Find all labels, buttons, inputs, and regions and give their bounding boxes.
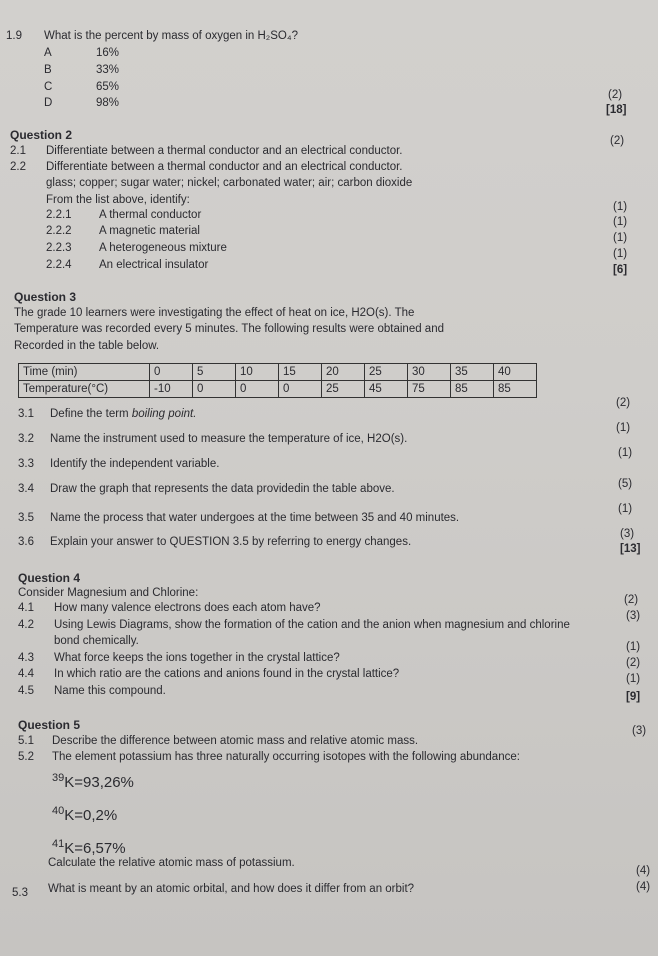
section-total: [9] [626, 691, 641, 703]
isotope-mass: 39 [52, 772, 65, 784]
item-number: 3.2 [18, 433, 34, 445]
item-text: Identify the independent variable. [50, 458, 220, 470]
item-text: In which ratio are the cations and anions found in the crystal lattice? [54, 668, 400, 680]
mark: (1) [618, 447, 633, 459]
item-number: 4.2 [18, 619, 34, 631]
item-number: 3.5 [18, 512, 34, 524]
item-text: Name the process that water undergoes at the time between 35 and 40 minutes. [50, 512, 460, 524]
intro-line: Recorded in the table below. [14, 340, 160, 352]
item-number: 4.4 [18, 668, 34, 680]
question-5-title: Question 5 [18, 718, 81, 732]
section-total: [18] [606, 104, 627, 116]
table-row [19, 381, 537, 398]
isotope-abundance: K=6,57% [64, 840, 126, 857]
mark: (2) [626, 657, 641, 669]
isotope-line [52, 772, 134, 791]
item-number: 4.3 [18, 652, 34, 664]
option-value: 33% [96, 64, 120, 76]
item-number: 5.3 [12, 887, 28, 899]
mark: (1) [616, 422, 631, 434]
item-text: Explain your answer to QUESTION 3.5 by referring to energy changes. [50, 536, 412, 548]
table-cell: 85 [451, 381, 494, 398]
subitem-number: 2.2.1 [46, 209, 72, 221]
item-text: Draw the graph that represents the data providedin the table above. [50, 483, 395, 495]
mark: (1) [613, 201, 628, 213]
mark: (4) [636, 881, 651, 893]
subitem-text: An electrical insulator [99, 259, 209, 271]
question-2-title: Question 2 [10, 128, 73, 142]
table-cell: 25 [322, 381, 365, 398]
option-value: 98% [96, 97, 120, 109]
mark: (2) [624, 594, 639, 606]
subitem-number: 2.2.3 [46, 242, 72, 254]
item-text: Name the instrument used to measure the temperature of ice, H2O(s). [50, 433, 408, 445]
q1-9-number: 1.9 [6, 30, 22, 42]
table-cell: 0 [193, 381, 236, 398]
isotope-line [52, 805, 117, 824]
instruction: From the list above, identify: [46, 194, 190, 206]
intro-line: The grade 10 learners were investigating the effect of heat on ice, H2O(s). The [14, 307, 415, 319]
table-cell: 40 [494, 364, 537, 381]
table-cell: 85 [494, 381, 537, 398]
isotope-abundance: K=93,26% [64, 774, 134, 791]
item-text [50, 407, 196, 421]
item-number: 3.3 [18, 458, 34, 470]
mark: (2) [610, 135, 625, 147]
option-letter: A [44, 47, 52, 59]
question-3-title: Question 3 [14, 290, 77, 304]
option-letter: B [44, 64, 52, 76]
item-text: Differentiate between a thermal conductor and an electrical conductor. [46, 145, 403, 157]
mark: (1) [613, 232, 628, 244]
item-text-emphasis: boiling point. [131, 408, 197, 420]
mark: (3) [620, 528, 635, 540]
table-cell: 30 [408, 364, 451, 381]
material-list: glass; copper; sugar water; nickel; carbonated water; air; carbon dioxide [46, 177, 413, 189]
isotope-abundance: K=0,2% [64, 807, 118, 824]
table-cell: -10 [150, 381, 193, 398]
mark: (4) [636, 865, 651, 877]
mark: (1) [613, 248, 628, 260]
q1-9-text: What is the percent by mass of oxygen in H₂SO₄? [44, 30, 298, 42]
option-value: 65% [96, 81, 120, 93]
isotope-line [52, 838, 126, 857]
isotope-mass: 41 [52, 838, 65, 850]
item-text: Describe the difference between atomic mass and relative atomic mass. [52, 735, 419, 747]
section-total: [13] [620, 543, 641, 555]
table-cell: 35 [451, 364, 494, 381]
calc-instruction: Calculate the relative atomic mass of potassium. [48, 857, 295, 869]
mark: (1) [626, 641, 641, 653]
subitem-text: A thermal conductor [99, 209, 202, 221]
item-number: 4.1 [18, 602, 34, 614]
mark: (2) [608, 89, 623, 101]
item-text-continued: bond chemically. [54, 635, 139, 647]
intro-line: Consider Magnesium and Chlorine: [18, 587, 199, 599]
item-number: 5.1 [18, 735, 34, 747]
item-number: 3.4 [18, 483, 34, 495]
table-cell: 0 [279, 381, 322, 398]
mark: (1) [626, 673, 641, 685]
option-letter: C [44, 81, 53, 93]
results-table [18, 363, 537, 398]
subitem-number: 2.2.4 [46, 259, 72, 271]
item-text: How many valence electrons does each atom have? [54, 602, 321, 614]
row-label: Time (min) [19, 364, 150, 381]
table-cell: 20 [322, 364, 365, 381]
section-total: [6] [613, 264, 628, 276]
item-text: What is meant by an atomic orbital, and how does it differ from an orbit? [48, 883, 415, 895]
item-number: 3.6 [18, 536, 34, 548]
intro-line: Temperature was recorded every 5 minutes. The following results were obtained and [14, 323, 444, 335]
table-cell: 15 [279, 364, 322, 381]
mark: (1) [618, 503, 633, 515]
table-cell: 10 [236, 364, 279, 381]
subitem-text: A heterogeneous mixture [99, 242, 227, 254]
item-text: What force keeps the ions together in the crystal lattice? [54, 652, 340, 664]
item-text-plain: Define the term [50, 408, 132, 420]
table-cell: 0 [150, 364, 193, 381]
option-letter: D [44, 97, 53, 109]
item-number: 5.2 [18, 751, 34, 763]
mark: (3) [626, 610, 641, 622]
isotope-mass: 40 [52, 805, 65, 817]
item-text: Differentiate between a thermal conductor and an electrical conductor. [46, 161, 403, 173]
item-text: Using Lewis Diagrams, show the formation of the cation and the anion when magnesium and chlorine [54, 619, 570, 631]
table-cell: 25 [365, 364, 408, 381]
table-cell: 5 [193, 364, 236, 381]
option-value: 16% [96, 47, 120, 59]
table-cell: 45 [365, 381, 408, 398]
row-label: Temperature(°C) [19, 381, 150, 398]
subitem-number: 2.2.2 [46, 225, 72, 237]
table-cell: 75 [408, 381, 451, 398]
item-text: Name this compound. [54, 685, 166, 697]
item-text: The element potassium has three naturally occurring isotopes with the following abundance: [52, 751, 520, 763]
question-4-title: Question 4 [18, 571, 81, 585]
item-number: 2.1 [10, 145, 26, 157]
item-number: 4.5 [18, 685, 34, 697]
mark: (1) [613, 216, 628, 228]
item-number: 2.2 [10, 161, 26, 173]
mark: (3) [632, 725, 647, 737]
mark: (2) [616, 397, 631, 409]
table-cell: 0 [236, 381, 279, 398]
subitem-text: A magnetic material [99, 225, 200, 237]
mark: (5) [618, 478, 633, 490]
item-number: 3.1 [18, 408, 34, 420]
table-row [19, 364, 537, 381]
